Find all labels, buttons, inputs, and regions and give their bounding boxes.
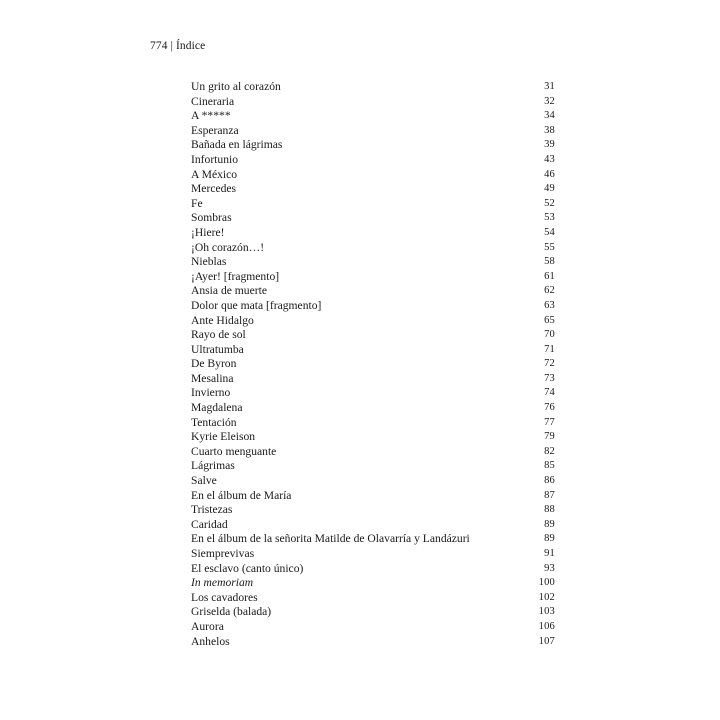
- toc-entry: [191, 270, 555, 285]
- toc-entry: [191, 386, 555, 401]
- toc-entry-title: Mesalina: [191, 371, 234, 385]
- toc-entry: [191, 459, 555, 474]
- toc-entry: [191, 182, 555, 197]
- toc-entry-page: 32: [544, 95, 555, 107]
- toc-entry: [191, 241, 555, 256]
- toc-entry-page: 103: [538, 606, 555, 618]
- toc-entry-title: Un grito al corazón: [191, 80, 281, 93]
- toc-entry-page: 38: [544, 124, 555, 136]
- toc-entry: [191, 314, 555, 329]
- toc-entry: [191, 532, 555, 547]
- toc-entry-page: 91: [544, 548, 555, 559]
- toc-entry-title: Fe: [191, 196, 203, 210]
- toc-entry: [191, 357, 555, 372]
- toc-entry: [191, 635, 555, 650]
- toc-entry: [191, 430, 555, 445]
- toc-entry: [191, 591, 555, 606]
- toc-entry-title: Invierno: [191, 386, 231, 400]
- toc-entry-page: 93: [544, 562, 555, 574]
- toc-entry-title: Esperanza: [191, 123, 239, 137]
- toc-entry: [191, 138, 555, 153]
- toc-entry: [191, 255, 555, 270]
- toc-entry-page: 73: [544, 372, 555, 384]
- toc-entry-title: A *****: [191, 109, 231, 123]
- running-head: [150, 40, 205, 52]
- toc-entry-page: 107: [538, 635, 555, 647]
- toc-entry-page: 100: [538, 577, 555, 589]
- toc-entry: [191, 503, 555, 518]
- toc-entry-page: 31: [544, 81, 555, 92]
- toc-entry: [191, 605, 555, 620]
- toc-entry-title: Ante Hidalgo: [191, 313, 254, 327]
- page-number: 774: [150, 40, 168, 52]
- toc-entry: [191, 211, 555, 226]
- toc-entry-title: Magdalena: [191, 401, 243, 415]
- toc-entry: [191, 518, 555, 533]
- toc-entry: [191, 343, 555, 358]
- toc-entry-page: 54: [544, 226, 555, 238]
- toc-entry-page: 85: [544, 460, 555, 472]
- toc-entry: [191, 328, 555, 343]
- toc-entry-title: Dolor que mata [fragmento]: [191, 298, 322, 312]
- toc-entry-title: Nieblas: [191, 255, 227, 269]
- toc-entry-title: Sombras: [191, 211, 232, 225]
- toc-entry-title: Tentación: [191, 415, 237, 429]
- toc-entry: [191, 226, 555, 241]
- toc-entry-page: 70: [544, 329, 555, 341]
- toc-entry-page: 43: [544, 153, 555, 165]
- toc-entry: [191, 416, 555, 431]
- toc-entry-page: 61: [544, 270, 555, 282]
- toc-entry-page: 53: [544, 212, 555, 224]
- toc-entry: [191, 562, 555, 577]
- toc-entry-page: 62: [544, 285, 555, 297]
- toc-entry: [191, 80, 555, 95]
- toc-entry-title: In memoriam: [191, 576, 254, 590]
- toc-entry: [191, 124, 555, 139]
- toc-entry: [191, 489, 555, 504]
- toc-entry-page: 63: [544, 299, 555, 311]
- toc-entry-title: Aurora: [191, 619, 224, 633]
- toc-entry: [191, 299, 555, 314]
- toc-entry: [191, 401, 555, 416]
- toc-entry-title: Los cavadores: [191, 590, 258, 604]
- toc-entry-title: A México: [191, 167, 238, 181]
- toc-entry-page: 88: [544, 504, 555, 516]
- toc-entry-page: 87: [544, 489, 555, 501]
- toc-entry-page: 72: [544, 358, 555, 370]
- toc-entry-title: Bañada en lágrimas: [191, 138, 283, 152]
- toc-entry-page: 102: [538, 591, 555, 603]
- toc-entry: [191, 576, 555, 591]
- toc-entry-title: Cineraria: [191, 94, 235, 108]
- toc-entry-page: 76: [544, 402, 555, 414]
- toc-entry: [191, 620, 555, 635]
- header-separator: |: [170, 40, 173, 52]
- toc-entry-page: 71: [544, 343, 555, 355]
- toc-entry-page: 34: [544, 110, 555, 122]
- toc-entry-page: 58: [544, 256, 555, 268]
- toc-entry-title: Kyrie Eleison: [191, 430, 256, 444]
- toc-entry-page: 82: [544, 445, 555, 457]
- toc-entry-page: 49: [544, 183, 555, 195]
- toc-entry: [191, 168, 555, 183]
- toc-entry-title: En el álbum de la señorita Matilde de Olavarría y Landázuri: [191, 532, 470, 546]
- toc-entry: [191, 95, 555, 110]
- table-of-contents: [191, 80, 555, 649]
- toc-entry-page: 89: [544, 518, 555, 530]
- toc-entry: [191, 372, 555, 387]
- toc-entry-title: Ansia de muerte: [191, 284, 267, 298]
- toc-entry-page: 52: [544, 197, 555, 209]
- toc-entry-title: Infortunio: [191, 152, 239, 166]
- toc-entry-page: 106: [538, 620, 555, 632]
- toc-entry-page: 65: [544, 314, 555, 326]
- toc-entry-page: 74: [544, 387, 555, 399]
- toc-entry: [191, 547, 555, 562]
- toc-entry: [191, 474, 555, 489]
- section-title: Índice: [175, 40, 206, 52]
- toc-entry-title: En el álbum de María: [191, 488, 292, 502]
- toc-entry-title: Caridad: [191, 517, 228, 531]
- toc-entry-title: Ultratumba: [191, 342, 244, 356]
- toc-entry-page: 39: [544, 139, 555, 151]
- toc-entry-title: Anhelos: [191, 634, 230, 648]
- toc-entry: [191, 445, 555, 460]
- toc-entry: [191, 284, 555, 299]
- toc-entry-title: El esclavo (canto único): [191, 561, 304, 575]
- toc-entry-title: ¡Ayer! [fragmento]: [191, 269, 280, 283]
- toc-entry-title: De Byron: [191, 357, 237, 371]
- toc-entry-page: 46: [544, 168, 555, 180]
- toc-entry-title: Mercedes: [191, 182, 237, 196]
- toc-entry-title: Tristezas: [191, 503, 233, 517]
- toc-entry-page: 77: [544, 416, 555, 428]
- toc-entry-title: Siemprevivas: [191, 547, 255, 560]
- toc-entry: [191, 109, 555, 124]
- toc-entry-title: ¡Oh corazón…!: [191, 240, 265, 254]
- toc-entry-title: Lágrimas: [191, 459, 235, 473]
- toc-entry-title: Griselda (balada): [191, 605, 272, 619]
- toc-entry-title: Salve: [191, 474, 217, 488]
- toc-entry-title: ¡Hiere!: [191, 225, 225, 239]
- toc-entry-page: 79: [544, 431, 555, 443]
- toc-entry: [191, 153, 555, 168]
- toc-entry: [191, 197, 555, 212]
- toc-entry-title: Cuarto menguante: [191, 444, 277, 458]
- toc-entry-page: 86: [544, 475, 555, 487]
- toc-entry-page: 55: [544, 241, 555, 253]
- toc-entry-title: Rayo de sol: [191, 328, 246, 342]
- toc-entry-page: 89: [544, 533, 555, 545]
